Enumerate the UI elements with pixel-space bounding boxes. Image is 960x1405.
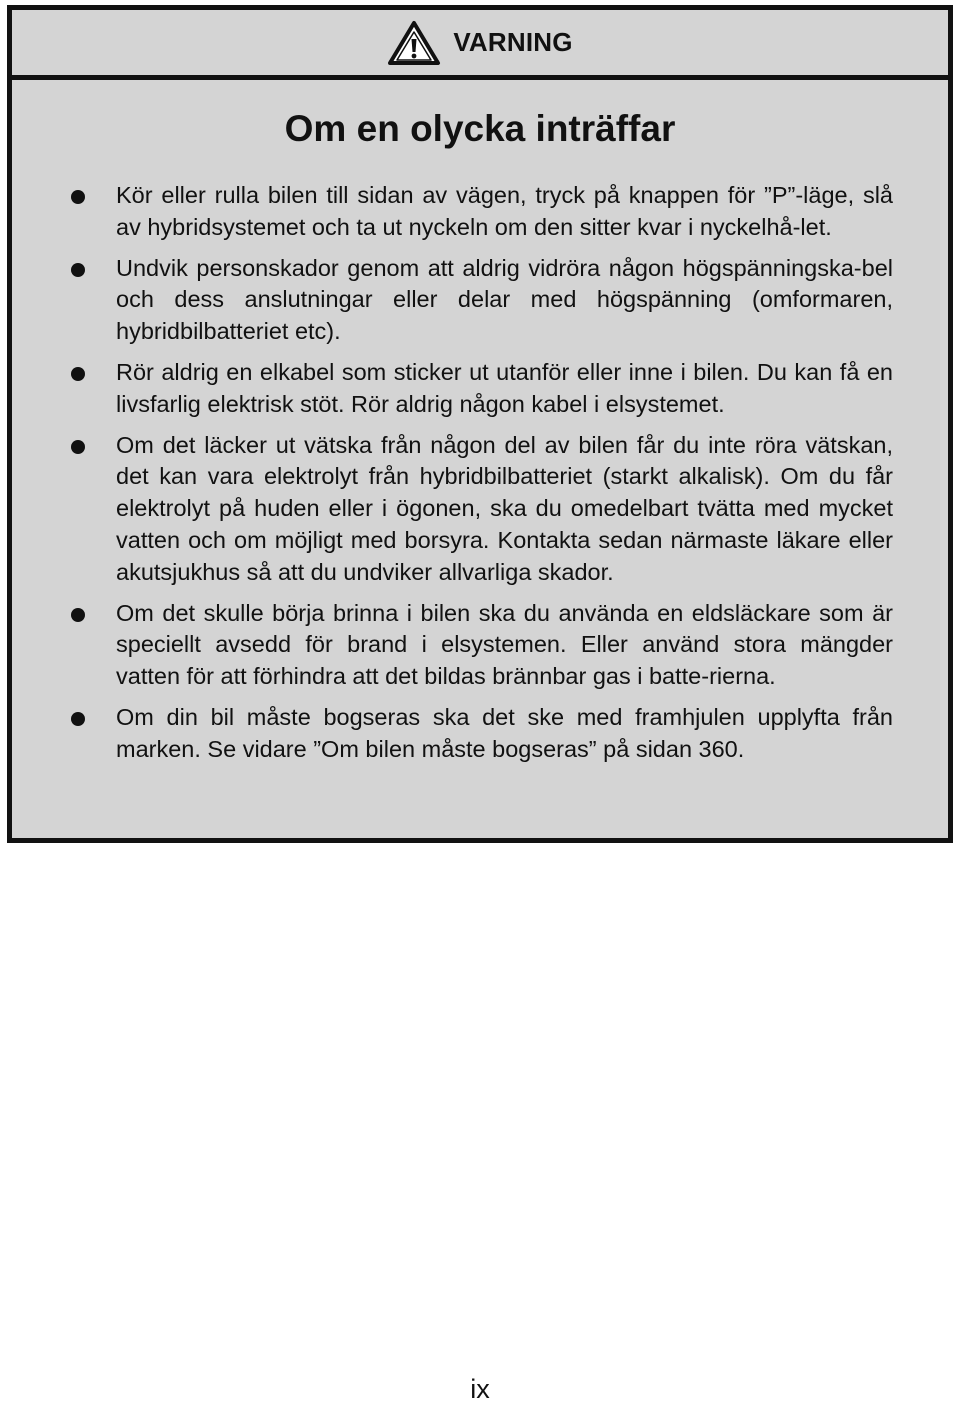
bullet-icon	[71, 608, 85, 622]
bullet-icon	[71, 263, 85, 277]
page-number: ix	[470, 1374, 490, 1404]
list-item	[12, 598, 948, 693]
warning-header	[12, 10, 948, 80]
list-item-text: Om det läcker ut vätska från någon del av bilen får du inte röra vätskan, det kan vara elektrolyt från hybridbilbatteriet (starkt alkalisk). Om du får elektrolyt på huden eller i ögonen, ska du omedelbart tvätta med mycket vatten och om möjligt med borsyra. Kontakta sedan närmaste läkare eller akutsjukhus så att du undviker allvarliga skador.	[116, 431, 893, 585]
warning-label: VARNING	[453, 27, 573, 57]
list-item-text: Om din bil måste bogseras ska det ske med framhjulen upplyfta från marken. Se vidare ”Om bilen måste bogseras” på sidan 360.	[116, 703, 893, 762]
list-item-text: Om det skulle börja brinna i bilen ska du använda en eldsläckare som är speciellt avsedd för brand i elsystemen. Eller använd stora mängder vatten för att förhindra att det bildas brännbar gas i batte-rierna.	[116, 599, 893, 690]
list-item-text: Kör eller rulla bilen till sidan av vägen, tryck på knappen för ”P”-läge, slå av hybridsystemet och ta ut nyckeln om den sitter kvar i nyckelhå-let.	[116, 182, 893, 240]
warning-box	[7, 5, 953, 843]
list-item	[12, 430, 948, 589]
bullet-icon	[71, 712, 85, 726]
bullet-icon	[71, 440, 85, 454]
warning-triangle-icon	[387, 20, 441, 66]
warning-title: Om en olycka inträffar	[284, 108, 676, 149]
warning-list	[12, 180, 948, 775]
list-item-text: Rör aldrig en elkabel som sticker ut utanför eller inne i bilen. Du kan få en livsfarlig elektrisk stöt. Rör aldrig någon kabel i elsystemet.	[116, 358, 893, 417]
list-item	[12, 180, 948, 244]
list-item	[12, 253, 948, 348]
list-item	[12, 702, 948, 766]
bullet-icon	[71, 190, 85, 204]
bullet-icon	[71, 367, 85, 381]
list-item-text: Undvik personskador genom att aldrig vidröra någon högspänningska-bel och dess anslutningar eller delar med högspänning (omformaren, hybridbilbatteriet etc).	[116, 254, 893, 345]
list-item	[12, 357, 948, 421]
